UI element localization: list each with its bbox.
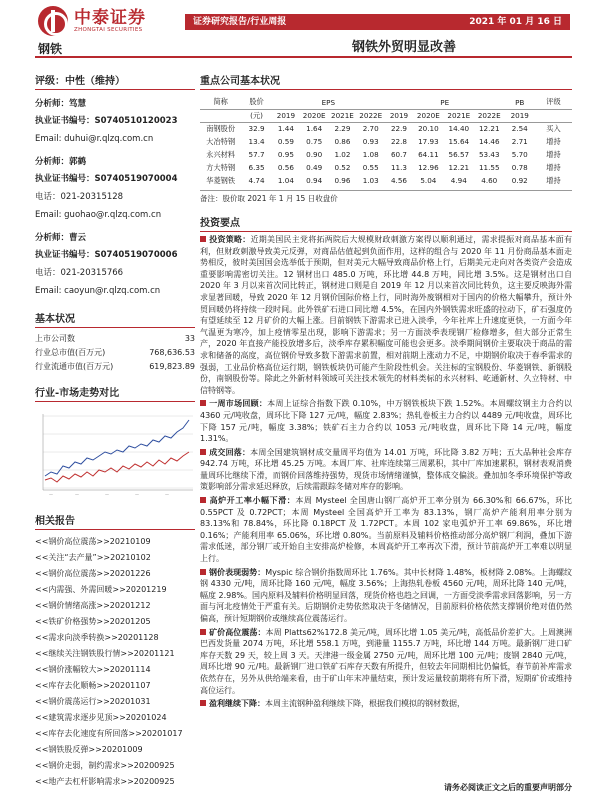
svg-text:—: — bbox=[135, 492, 139, 497]
trend-title: 行业-市场走势对比 bbox=[35, 384, 195, 402]
table-cell: 1.02 bbox=[334, 150, 351, 159]
basic-value: 619,823.89 bbox=[149, 362, 195, 371]
table-cell: 20.10 bbox=[418, 124, 439, 134]
related-report-link[interactable]: <<库存去化速度有所回落>>20201017 bbox=[35, 729, 183, 738]
para-label: 高炉开工率小幅下滑： bbox=[209, 496, 296, 506]
related-report-link[interactable]: <<关注“去产量”>>20210102 bbox=[35, 553, 151, 562]
table-cell: 17.93 bbox=[418, 137, 439, 146]
bullet-icon bbox=[200, 497, 206, 503]
phone-label: 电话： bbox=[35, 192, 61, 202]
related-report-link[interactable]: <<库存去化顺畅>>20201107 bbox=[35, 681, 151, 690]
analyst-name: 分析师：曹云 bbox=[35, 233, 87, 243]
table-cell: 1.04 bbox=[277, 176, 294, 185]
footer-disclaimer: 请务必阅读正文之后的重要声明部分 bbox=[444, 783, 572, 792]
basic-value: 768,636.53 bbox=[149, 348, 195, 357]
trade-paragraph bbox=[200, 447, 572, 493]
analyst-email[interactable] bbox=[35, 206, 195, 224]
table-cell: 11.3 bbox=[390, 163, 407, 172]
year-cell: 2022E bbox=[357, 109, 385, 122]
para-label: 一周市场回顾： bbox=[209, 399, 268, 409]
table-cell: 1.03 bbox=[362, 176, 379, 185]
company-name: 永兴材料 bbox=[206, 149, 236, 159]
para-text: 本周全国建筑钢材成交量周平均值为 14.01 万吨，环比降 3.82 万吨；五大品种社会库存 942.74 万吨，环比增 45.25 万吨。本周厂库、社库连续第三周累积，其中厂库加速累积，钢材表观消费量周环比继续下滑，而钢价回落维持强势，现货市场情绪谨慎，整体成交偏淡。叠加加冬季环境保护等政策影响部分需求延迟释放，后续需跟踪冬储对库存的影响。 bbox=[200, 447, 573, 492]
col-price: 股价 bbox=[241, 96, 271, 109]
table-cell: 32.9 bbox=[248, 124, 265, 134]
year-cell: 2019 bbox=[385, 109, 413, 122]
table-cell: 57.7 bbox=[248, 150, 265, 159]
table-cell: 4.60 bbox=[481, 176, 498, 185]
analyst-license: 执业证书编号：S0740519070006 bbox=[35, 250, 178, 260]
email-value: caoyun@r.qlzq.com.cn bbox=[64, 286, 161, 296]
year-cell: 2022E bbox=[474, 109, 504, 122]
strategy-body bbox=[200, 234, 572, 710]
header-bar bbox=[185, 14, 570, 30]
phone-label: 电话： bbox=[35, 268, 61, 278]
table-cell: 0.78 bbox=[511, 163, 528, 172]
company-name: 南钢股份 bbox=[206, 123, 236, 133]
para-text: 本周上证综合指数下跌 0.10%，中万钢铁板块下跌 1.52%。本周螺纹钢主力合约以 4360 元/吨收盘，周环比下降 127 元/吨，幅度 2.83%；热轧卷板主力合约以 4489 元/吨收盘，周环比下降 157 元/吨，幅度 3.38%；铁矿石主力合约以 1053 元/吨收盘，周环比下降 14 元/吨，幅度 1.31%。 bbox=[200, 399, 572, 444]
table-cell: 增持 bbox=[546, 175, 561, 185]
table-cell: 0.56 bbox=[277, 163, 294, 172]
table-cell: 1.64 bbox=[306, 124, 323, 134]
related-report-link[interactable]: <<钢价高位震荡>>20201226 bbox=[35, 569, 151, 578]
basic-key: 行业总市值(百万元) bbox=[35, 348, 106, 357]
table-cell: 2.71 bbox=[511, 137, 528, 146]
table-cell: 1.08 bbox=[362, 150, 379, 159]
blank-cell bbox=[535, 109, 572, 122]
para-label: 盈利继续下降： bbox=[209, 699, 265, 709]
analyst-phone bbox=[35, 264, 195, 282]
table-cell: 0.52 bbox=[334, 163, 351, 172]
table-cell: 64.11 bbox=[418, 150, 439, 159]
year-cell: 2020E bbox=[300, 109, 328, 122]
table-cell: 2.29 bbox=[334, 124, 351, 134]
email-label: Email: bbox=[35, 210, 62, 220]
table-cell: 14.40 bbox=[448, 124, 470, 134]
analyst-block bbox=[35, 154, 195, 224]
para-label: 矿价高位震荡： bbox=[209, 627, 266, 637]
related-report-link[interactable]: <<建筑需求逐步见顶>>20201024 bbox=[35, 713, 167, 722]
analyst-block bbox=[35, 230, 195, 300]
phone-value: 021-20315128 bbox=[60, 192, 124, 202]
blast-furnace-paragraph bbox=[200, 495, 572, 565]
bullet-icon bbox=[200, 400, 206, 406]
para-text: 本周 Platts62%172.8 美元/吨，周环比增 1.05 美元/吨，高低品价差扩大。上周澳洲巴西发货量 2074 万吨，环比增 558.1 万吨，到港量 1155.7 万吨，环比增 144 万吨。最新钢厂进口矿库存天数 29 天，较上周 3 天。天津港一级金属 2750 元/吨，周环比增 100 元/吨；废钢 2840 元/吨，周环比增 90 元/吨。最新钢厂进口铁矿石库存天数有所提升，但较去年同期相比仍偏低，春节前补库需求依然存在，另外从供给端来看，由于矿山年末冲量结束，预计发运量较前期将有所下滑，短期矿价或维持高位运行。 bbox=[200, 627, 573, 695]
blank-cell bbox=[200, 109, 241, 122]
strategy-title: 投资要点 bbox=[200, 214, 572, 232]
related-report-link[interactable]: <<钢铁股反弹>>20201009 bbox=[35, 745, 143, 754]
table-row bbox=[200, 148, 572, 161]
related-report-link[interactable]: <<需求向淡季转换>>20201128 bbox=[35, 633, 159, 642]
svg-text:—: — bbox=[75, 492, 79, 497]
table-cell: 0.55 bbox=[362, 163, 379, 172]
steel-price-paragraph bbox=[200, 567, 572, 625]
bullet-icon bbox=[200, 236, 206, 242]
header-divider bbox=[35, 56, 572, 58]
related-report-link[interactable]: <<钢价震荡运行>>20201031 bbox=[35, 697, 151, 706]
svg-text:—: — bbox=[105, 492, 109, 497]
table-cell: 22.9 bbox=[390, 124, 407, 134]
logo-english: ZHONGTAI SECURITIES bbox=[74, 27, 143, 33]
table-cell: 11.55 bbox=[478, 163, 500, 172]
col-eps: EPS bbox=[272, 96, 385, 109]
table-cell: 56.57 bbox=[448, 150, 470, 159]
table-title: 重点公司基本状况 bbox=[200, 72, 572, 90]
para-text: 本周主流钢种盈利继续下降，根据我们模拟的钢材数据， bbox=[265, 699, 465, 709]
year-cell: 2019 bbox=[505, 109, 535, 122]
para-label: 投资策略： bbox=[209, 235, 251, 244]
left-column bbox=[35, 72, 195, 790]
para-text: 本周 Mysteel 全国唐山钢厂高炉开工率分别为 66.30%和 66.67%，环比 0.55PCT 及 0.72PCT；本周 Mysteel 全国高炉开工率为 83.13%，钢厂高炉产能利用率分别为 83.13%和 78.84%，环比降 0.18PCT 及 1.72PCT。本周 102 家电弧炉开工率 69.86%，环比增 0.16%；产能利用率 65.06%，环比增 0.80%。当前原料及辅料价格推动部分高炉钢厂利润，叠加下游需求低迷，部分钢厂或开始自主安排高炉检修，本周高炉开工率再次下滑，预计节前高炉开工率难以明显上行。 bbox=[200, 496, 572, 564]
table-cell: 53.43 bbox=[478, 150, 500, 159]
table-cell: 4.56 bbox=[390, 176, 407, 185]
bullet-icon bbox=[200, 449, 206, 455]
basic-row bbox=[35, 346, 195, 360]
table-cell: 1.44 bbox=[277, 124, 294, 134]
rating-label: 评级：中性（维持） bbox=[35, 72, 195, 90]
table-cell: 22.8 bbox=[390, 137, 407, 146]
analyst-license: 执业证书编号：S0740519070004 bbox=[35, 174, 178, 184]
table-cell: 0.86 bbox=[334, 137, 351, 146]
table-cell: 买入 bbox=[546, 123, 561, 133]
table-row bbox=[200, 174, 572, 187]
col-name: 简称 bbox=[200, 96, 241, 109]
profit-paragraph bbox=[200, 698, 572, 710]
company-name: 大冶特钢 bbox=[206, 136, 236, 146]
year-cell: 2020E bbox=[413, 109, 443, 122]
related-report-link[interactable]: <<钢价高位震荡>>20210109 bbox=[35, 537, 151, 546]
para-text: 近期美国民主党将拓两院后大规模财政刺激方案得以顺利通过，需求提振对商品基本面有利，但财政刺激导致美元反弹，对商品估值起到负面作用，这样的组合与 2020 年 11 月份商品基本面走势相反，彼时美国国会选举低于预期，但对美元大幅导致商品价格上行，后期美元走向对各类资产会造成重要影响需密切关注。12 钢材出口 485.0 万吨，环比增 44.8 万吨，同比增 3.5%。这是钢材出口自 2020 年 3 月以来首次同比转正，钢材进口则是自 2019 年 12 月以来首次同比转负，这主要反映海外需求显著回暖，导致 2020 年 12 月钢价国际价格上行，同时海外废钢相对于国内的价格大幅攀升，预计外贸回暖仍将持续一段时间。此外铁矿石进口同比增 4.5%，在国内外钢铁需求旺盛的拉动下，矿石强度仍有望延续至 12 月矿价的大幅上涨。目前钢铁下游需求已进入淡季，今年社库上升速度更快，一方面今年气温更为寒冷，加上疫情零星出现，影响下游需求；另一方面淡季表现钢厂检修增多，但大部分正常生产，2020 年直接产能投放增多后，淡季库存累积幅度可能也会更多。淡季期间钢价主要取决于商品的需求和储备的高度，高位钢价导致多数下游需求前置，相对前期上涨动力不足，中期钢价取决于春季需求的强弱，工业品价格高位运行期，钢铁板块仍可能产生阶段性机会。关注标的宝钢股份、华菱钢铁、新钢股份，南钢股份等。除此之外新材料领域可关注技术领先的材料类标的永兴材料、屹通新材、久立特材、中信特钢等。 bbox=[200, 235, 572, 395]
related-report-link[interactable]: <<内需强、外需回暖>>20201219 bbox=[35, 585, 167, 594]
col-pb: PB bbox=[505, 96, 535, 109]
analyst-email[interactable] bbox=[35, 130, 195, 148]
company-name: 华菱钢铁 bbox=[206, 175, 236, 185]
analyst-phone bbox=[35, 188, 195, 206]
basic-title: 基本状况 bbox=[35, 310, 195, 328]
col-rating: 评级 bbox=[535, 96, 572, 109]
table-cell: 14.46 bbox=[478, 137, 500, 146]
table-cell: 0.94 bbox=[306, 176, 323, 185]
related-report-link[interactable]: <<钢价涨幅较大>>20201114 bbox=[35, 665, 151, 674]
svg-text:—: — bbox=[49, 492, 53, 497]
related-report-link[interactable]: <<钢价情绪高涨>>20201212 bbox=[35, 601, 151, 610]
analyst-name: 分析师：郭鹤 bbox=[35, 157, 87, 167]
email-value: guohao@r.qlzq.com.cn bbox=[64, 210, 162, 220]
table-cell: 0.49 bbox=[306, 163, 323, 172]
year-cell: 2021E bbox=[328, 109, 356, 122]
brand-logo bbox=[38, 6, 146, 36]
trend-chart bbox=[35, 406, 195, 506]
basic-key: 上市公司数 bbox=[35, 334, 75, 343]
bullet-icon bbox=[200, 629, 206, 635]
basic-row bbox=[35, 360, 195, 374]
table-cell: 12.96 bbox=[418, 163, 439, 172]
table-cell: 增持 bbox=[546, 149, 561, 159]
table-note: 备注：股价取 2021 年 1 月 15 日收盘价 bbox=[200, 190, 572, 204]
related-title: 相关报告 bbox=[35, 512, 195, 530]
table-cell: 15.64 bbox=[448, 137, 470, 146]
company-name: 方大特钢 bbox=[206, 162, 236, 172]
basic-key: 行业流通市值(百万元) bbox=[35, 362, 114, 371]
table-row bbox=[200, 161, 572, 174]
ore-price-paragraph bbox=[200, 627, 572, 697]
year-cell: 2021E bbox=[444, 109, 474, 122]
related-report-link[interactable]: <<铁矿价格强势>>20201205 bbox=[35, 617, 151, 626]
logo-icon bbox=[38, 6, 68, 36]
report-category: 证券研究报告/行业周报 bbox=[193, 17, 287, 27]
analyst-email[interactable] bbox=[35, 282, 195, 300]
logo-name: 中泰证券 bbox=[74, 8, 146, 28]
table-cell: 5.70 bbox=[511, 150, 528, 159]
analyst-name: 分析师：笃慧 bbox=[35, 99, 87, 109]
table-cell: 4.94 bbox=[450, 176, 467, 185]
para-label: 钢价表现弱势： bbox=[209, 567, 266, 577]
table-cell: 4.74 bbox=[248, 176, 265, 185]
table-cell: 0.90 bbox=[306, 150, 323, 159]
table-year-header bbox=[200, 109, 572, 122]
related-report-link[interactable]: <<钢价走弱，制约需求>>20200925 bbox=[35, 761, 175, 770]
page-header bbox=[0, 0, 600, 60]
right-column bbox=[200, 72, 572, 710]
table-cell: 增持 bbox=[546, 162, 561, 172]
bullet-icon bbox=[200, 569, 206, 575]
col-pe: PE bbox=[385, 96, 505, 109]
strategy-paragraph bbox=[200, 234, 572, 396]
table-cell: 0.95 bbox=[277, 150, 294, 159]
table-cell: 2.70 bbox=[362, 124, 379, 134]
para-label: 成交回落： bbox=[209, 447, 251, 457]
email-label: Email: bbox=[35, 134, 62, 144]
table-cell: 12.21 bbox=[478, 124, 500, 134]
table-cell: 12.21 bbox=[448, 163, 470, 172]
para-text: Myspic 综合钢价指数周环比 1.76%。其中长材降 1.48%，板材降 2.08%。上海螺纹钢 4330 元/吨，周环比降 160 元/吨，幅度 3.56%；上海热轧卷板 4560 元/吨，周环比降 140 元/吨，幅度 2.98%。国内原料及辅料价格明显回落，现货价格也趋之回调，一方面受淡季需求回落影响，另一方面与河北疫情处于严重有关。后期钢价走势依然取决于冬储情况，目前原料价格依然支撑钢价绝对值仍然偏高，预计短期钢价或继续高位震荡运行。 bbox=[200, 567, 573, 623]
phone-value: 021-20315766 bbox=[60, 268, 124, 278]
analyst-block bbox=[35, 96, 195, 148]
report-title: 钢铁外贸明显改善 bbox=[352, 40, 457, 55]
table-cell: 0.59 bbox=[277, 137, 294, 146]
table-cell: 13.4 bbox=[248, 137, 265, 146]
related-report-link[interactable]: <<继续关注钢铁股行情>>20201121 bbox=[35, 649, 175, 658]
basic-row bbox=[35, 332, 195, 346]
table-row bbox=[200, 135, 572, 148]
table-cell: 0.75 bbox=[306, 137, 323, 146]
email-value: duhui@r.qlzq.com.cn bbox=[64, 134, 154, 144]
report-date: 2021 年 01 月 16 日 bbox=[469, 17, 562, 27]
table-cell: 5.04 bbox=[420, 176, 437, 185]
email-label: Email: bbox=[35, 286, 62, 296]
bullet-icon bbox=[200, 700, 206, 706]
analyst-license: 执业证书编号：S0740510120023 bbox=[35, 116, 178, 126]
index-line bbox=[45, 420, 189, 476]
related-list bbox=[35, 534, 195, 790]
table-group-header bbox=[200, 96, 572, 109]
svg-text:—: — bbox=[165, 492, 169, 497]
table-cell: 增持 bbox=[546, 136, 561, 146]
year-cell: 2019 bbox=[272, 109, 300, 122]
sector-label: 钢铁 bbox=[38, 42, 63, 56]
trend-chart-svg bbox=[35, 406, 195, 506]
company-table bbox=[200, 96, 572, 187]
col-price-unit: (元) bbox=[241, 109, 271, 122]
table-cell: 0.92 bbox=[511, 176, 528, 185]
basic-value: 33 bbox=[184, 334, 195, 343]
table-cell: 0.93 bbox=[362, 137, 379, 146]
table-cell: 2.54 bbox=[511, 124, 528, 134]
table-cell: 60.7 bbox=[390, 150, 407, 159]
market-paragraph bbox=[200, 398, 572, 444]
table-row bbox=[200, 122, 572, 135]
related-report-link[interactable]: <<地产去杠杆影响需求>>20200925 bbox=[35, 777, 175, 786]
table-cell: 0.96 bbox=[334, 176, 351, 185]
table-cell: 6.35 bbox=[248, 163, 265, 172]
